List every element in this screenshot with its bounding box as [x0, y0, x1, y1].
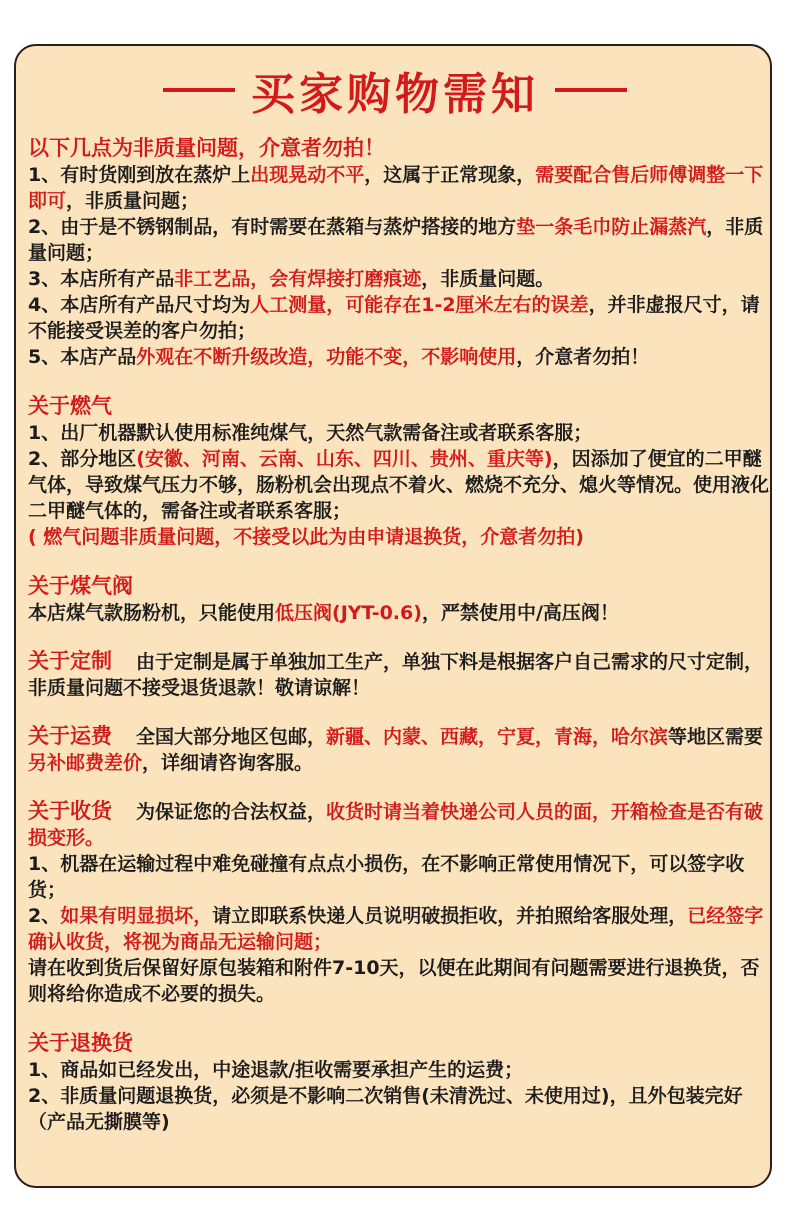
section-shipping: [28, 723, 770, 776]
section-gas: [28, 392, 770, 550]
section-heading: 关于燃气: [28, 394, 112, 418]
section-non-quality: [28, 134, 770, 370]
title-text: 买家购物需知: [251, 69, 539, 120]
list-item: 5、本店产品外观在不断升级改造，功能不变，不影响使用，介意者勿拍！: [28, 346, 650, 368]
shipping-text: 关于运费 全国大部分地区包邮，新疆、内蒙、西藏，宁夏，青海，哈尔滨等地区需要另补邮费差价，详细请咨询客服。: [28, 724, 764, 774]
valve-text: 本店煤气款肠粉机，只能使用低压阀(JYT-0.6)，严禁使用中/高压阀！: [28, 602, 619, 624]
page-title: [0, 58, 790, 118]
list-item: 1、机器在运输过程中难免碰撞有点点小损伤，在不影响正常使用情况下，可以签字收货；: [28, 853, 745, 901]
list-item: 1、出厂机器默认使用标准纯煤气，天然气款需备注或者联系客服；: [28, 422, 593, 444]
section-custom: [28, 648, 770, 701]
section-heading: 关于运费: [28, 724, 112, 748]
section-heading: 关于煤气阀: [28, 574, 133, 598]
list-item: 3、本店所有产品非工艺品，会有焊接打磨痕迹，非质量问题。: [28, 268, 555, 290]
title-left-rule: [163, 88, 235, 92]
section-heading: 关于退换货: [28, 1031, 133, 1055]
section-heading: 以下几点为非质量问题，介意者勿拍！: [28, 136, 385, 160]
notice-content: [28, 134, 770, 1135]
section-heading: 关于收货: [28, 799, 112, 823]
list-item: 1、商品如已经发出，中途退款/拒收需要承担产生的运费；: [28, 1059, 524, 1081]
list-item: 4、本店所有产品尺寸均为人工测量，可能存在1-2厘米左右的误差，并非虚报尺寸，请不能接受误差的客户勿拍；: [28, 294, 760, 342]
section-valve: [28, 572, 770, 626]
gas-disclaimer: ( 燃气问题非质量问题，不接受以此为由申请退换货，介意者勿拍): [28, 526, 584, 548]
section-heading: 关于定制: [28, 649, 112, 673]
title-right-rule: [555, 88, 627, 92]
list-item: 2、部分地区(安徽、河南、云南、山东、四川、贵州、重庆等)，因添加了便宜的二甲醚气体，导致煤气压力不够，肠粉机会出现点不着火、燃烧不充分、熄火等情况。使用液化二甲醚气体的，需备注或者联系客服；: [28, 448, 770, 522]
section-receive: [28, 798, 770, 1007]
list-item: 1、有时货刚到放在蒸炉上出现晃动不平，这属于正常现象，需要配合售后师傅调整一下即可，非质量问题；: [28, 164, 764, 212]
section-returns: [28, 1029, 770, 1135]
list-item: 2、如果有明显损坏，请立即联系快递人员说明破损拒收，并拍照给客服处理，已经签字确认收货，将视为商品无运输问题；: [28, 905, 764, 953]
custom-text: 关于定制 由于定制是属于单独加工生产，单独下料是根据客户自己需求的尺寸定制，非质量问题不接受退货退款！敬请谅解！: [28, 649, 764, 699]
receive-intro: 关于收货 为保证您的合法权益，收货时请当着快递公司人员的面，开箱检查是否有破损变形。: [28, 799, 764, 849]
list-item: 2、非质量问题退换货，必须是不影响二次销售(未清洗过、未使用过)，且外包装完好（产品无撕膜等): [28, 1085, 743, 1133]
list-item: 2、由于是不锈钢制品，有时需要在蒸箱与蒸炉搭接的地方垫一条毛巾防止漏蒸汽，非质量问题；: [28, 216, 764, 264]
list-item: 请在收到货后保留好原包装箱和附件7-10天，以便在此期间有问题需要进行退换货，否则将给你造成不必要的损失。: [28, 957, 760, 1005]
